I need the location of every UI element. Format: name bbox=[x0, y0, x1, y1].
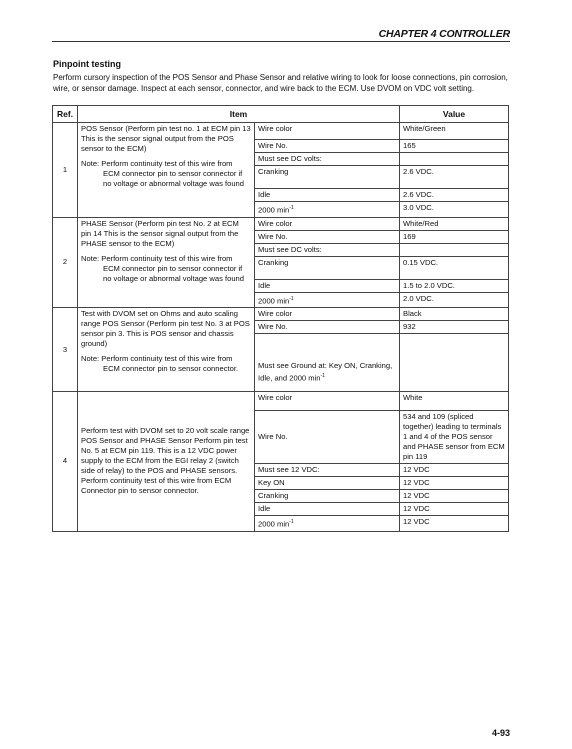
sub-label bbox=[255, 464, 400, 477]
sub-label bbox=[255, 202, 400, 218]
sub-label bbox=[255, 308, 400, 321]
sub-label-text: Must see DC volts: bbox=[258, 244, 322, 254]
sub-label-text: Cranking bbox=[258, 491, 289, 501]
item-description: Perform test with DVOM set to 20 volt scale range POS Sensor and PHASE Sensor Perform pin test No. 5 at ECM pin 119. This is a 12 VDC power supply to the ECM from the EGI relay 2 (switch side of relay) to the POS and PHASE sensors. Perform continuity test of this wire from ECM Connector pin to sensor connector. bbox=[81, 426, 250, 496]
note-rest: ECM connector pin to sensor connector if no voltage or abnormal voltage was found bbox=[103, 169, 244, 188]
sub-label bbox=[255, 256, 400, 279]
sub-label-text: Wire color bbox=[258, 218, 293, 228]
table-header-row bbox=[53, 106, 509, 123]
sub-label bbox=[255, 411, 400, 464]
sub-label bbox=[255, 503, 400, 516]
sub-value: 12 VDC bbox=[400, 464, 509, 477]
sub-value: 12 VDC bbox=[400, 516, 509, 532]
sub-value: 3.0 VDC. bbox=[400, 202, 509, 218]
sub-label bbox=[255, 217, 400, 230]
value-header: Value bbox=[400, 106, 509, 123]
sub-label-text: Cranking bbox=[258, 167, 289, 176]
sub-label bbox=[255, 243, 400, 256]
sub-label-text: Wire No. bbox=[258, 432, 288, 442]
sub-value: 932 bbox=[400, 321, 509, 334]
sub-value bbox=[400, 243, 509, 256]
sub-label-text: 2000 min bbox=[258, 296, 290, 306]
table-row bbox=[53, 123, 509, 140]
sub-label bbox=[255, 321, 400, 334]
sub-label-text: Must see Ground at: Key ON, Cranking, Idle, and 2000 min bbox=[258, 360, 393, 383]
sub-value: 169 bbox=[400, 230, 509, 243]
section-intro: Perform cursory inspection of the POS Sensor and Phase Sensor and relative wiring to look for loose connections, pin corrosion, wire, or sensor damage. Inspect at each sensor, connector, and wire back to the ECM. Use DVOM on VDC volt setting. bbox=[53, 73, 508, 93]
note-prefix: Note: Perform continuity test of this wire from bbox=[81, 159, 233, 168]
sub-value: Black bbox=[400, 308, 509, 321]
sub-label bbox=[255, 123, 400, 140]
chapter-title: CHAPTER 4 CONTROLLER bbox=[378, 28, 510, 40]
item-cell bbox=[78, 392, 255, 532]
sub-label bbox=[255, 516, 400, 532]
note-prefix: Note: Perform continuity test of this wire from bbox=[81, 253, 233, 263]
unit-exponent: -1 bbox=[289, 205, 294, 211]
header-rule bbox=[52, 41, 510, 42]
table-row bbox=[53, 392, 509, 411]
item-description: PHASE Sensor (Perform pin test No. 2 at ECM pin 14 This is the sensor signal output from the PHASE sensor to the ECM) bbox=[81, 218, 239, 248]
sub-label-text: Wire color bbox=[258, 124, 293, 133]
sub-label bbox=[255, 140, 400, 153]
sub-label-text: 2000 min bbox=[258, 205, 290, 215]
item-header: Item bbox=[78, 106, 400, 123]
sub-value bbox=[400, 153, 509, 166]
sub-label bbox=[255, 490, 400, 503]
sub-value: 1.5 to 2.0 VDC. bbox=[400, 279, 509, 292]
sub-value: White/Green bbox=[400, 123, 509, 140]
ref-cell: 2 bbox=[53, 217, 78, 308]
sub-label-text: Idle bbox=[258, 190, 271, 199]
item-note bbox=[81, 254, 251, 284]
sub-label-text: Must see DC volts: bbox=[258, 154, 322, 163]
ref-cell: 4 bbox=[53, 392, 78, 532]
sub-value: 12 VDC bbox=[400, 503, 509, 516]
sub-label-text: Wire color bbox=[258, 309, 293, 319]
unit-exponent: -1 bbox=[289, 519, 294, 526]
note-rest: ECM connector pin to sensor connector. bbox=[103, 364, 239, 374]
sub-label-text: Idle bbox=[258, 504, 271, 514]
sub-label-text: Wire color bbox=[258, 393, 293, 403]
item-description: POS Sensor (Perform pin test no. 1 at ECM pin 13 This is the sensor signal output from the POS sensor to the ECM) bbox=[81, 124, 251, 153]
ref-cell: 3 bbox=[53, 308, 78, 392]
sub-label-text: Must see 12 VDC: bbox=[258, 465, 320, 475]
item-cell bbox=[78, 123, 255, 218]
note-prefix: Note: Perform continuity test of this wire from bbox=[81, 354, 233, 364]
sub-label bbox=[255, 477, 400, 490]
sub-label-text: 2000 min bbox=[258, 519, 290, 529]
sub-value: 12 VDC bbox=[400, 477, 509, 490]
sub-label bbox=[255, 189, 400, 202]
sub-value: 534 and 109 (spliced together) leading to terminals 1 and 4 of the POS sensor and PHASE sensor from ECM pin 119 bbox=[400, 411, 509, 464]
sub-value: 2.6 VDC. bbox=[400, 189, 509, 202]
item-note bbox=[81, 159, 251, 189]
item-cell bbox=[78, 308, 255, 392]
pinpoint-table bbox=[52, 105, 509, 532]
note-rest: ECM connector pin to sensor connector if no voltage or abnormal voltage was found bbox=[103, 263, 244, 283]
sub-value: 0.15 VDC. bbox=[400, 256, 509, 279]
sub-label bbox=[255, 153, 400, 166]
sub-label-text: Key ON bbox=[258, 478, 285, 488]
sub-value: White bbox=[400, 392, 509, 411]
sub-value bbox=[400, 334, 509, 392]
item-cell bbox=[78, 217, 255, 308]
page-number: 4-93 bbox=[491, 728, 510, 738]
sub-label bbox=[255, 292, 400, 308]
ref-cell: 1 bbox=[53, 123, 78, 218]
sub-value: 2.0 VDC. bbox=[400, 292, 509, 308]
ref-header: Ref. bbox=[53, 106, 78, 123]
sub-label-text: Idle bbox=[258, 280, 271, 290]
table-row bbox=[53, 217, 509, 230]
sub-value: 165 bbox=[400, 140, 509, 153]
unit-exponent: -1 bbox=[289, 295, 294, 302]
unit-exponent: -1 bbox=[320, 372, 325, 379]
section-title: Pinpoint testing bbox=[53, 59, 121, 69]
sub-label-text: Cranking bbox=[258, 257, 289, 267]
sub-label-text: Wire No. bbox=[258, 322, 288, 332]
sub-label bbox=[255, 392, 400, 411]
table-row bbox=[53, 308, 509, 321]
item-note bbox=[81, 354, 251, 374]
sub-label bbox=[255, 230, 400, 243]
sub-label bbox=[255, 166, 400, 189]
sub-label bbox=[255, 279, 400, 292]
sub-value: 2.6 VDC. bbox=[400, 166, 509, 189]
sub-label-text: Wire No. bbox=[258, 141, 288, 150]
sub-value: White/Red bbox=[400, 217, 509, 230]
sub-value: 12 VDC bbox=[400, 490, 509, 503]
sub-label-text: Wire No. bbox=[258, 231, 288, 241]
sub-label bbox=[255, 334, 400, 392]
item-description: Test with DVOM set on Ohms and auto scaling range POS Sensor (Perform pin test No. 3 at POS sensor pin 3. This is POS sensor and chassis ground) bbox=[81, 309, 250, 349]
